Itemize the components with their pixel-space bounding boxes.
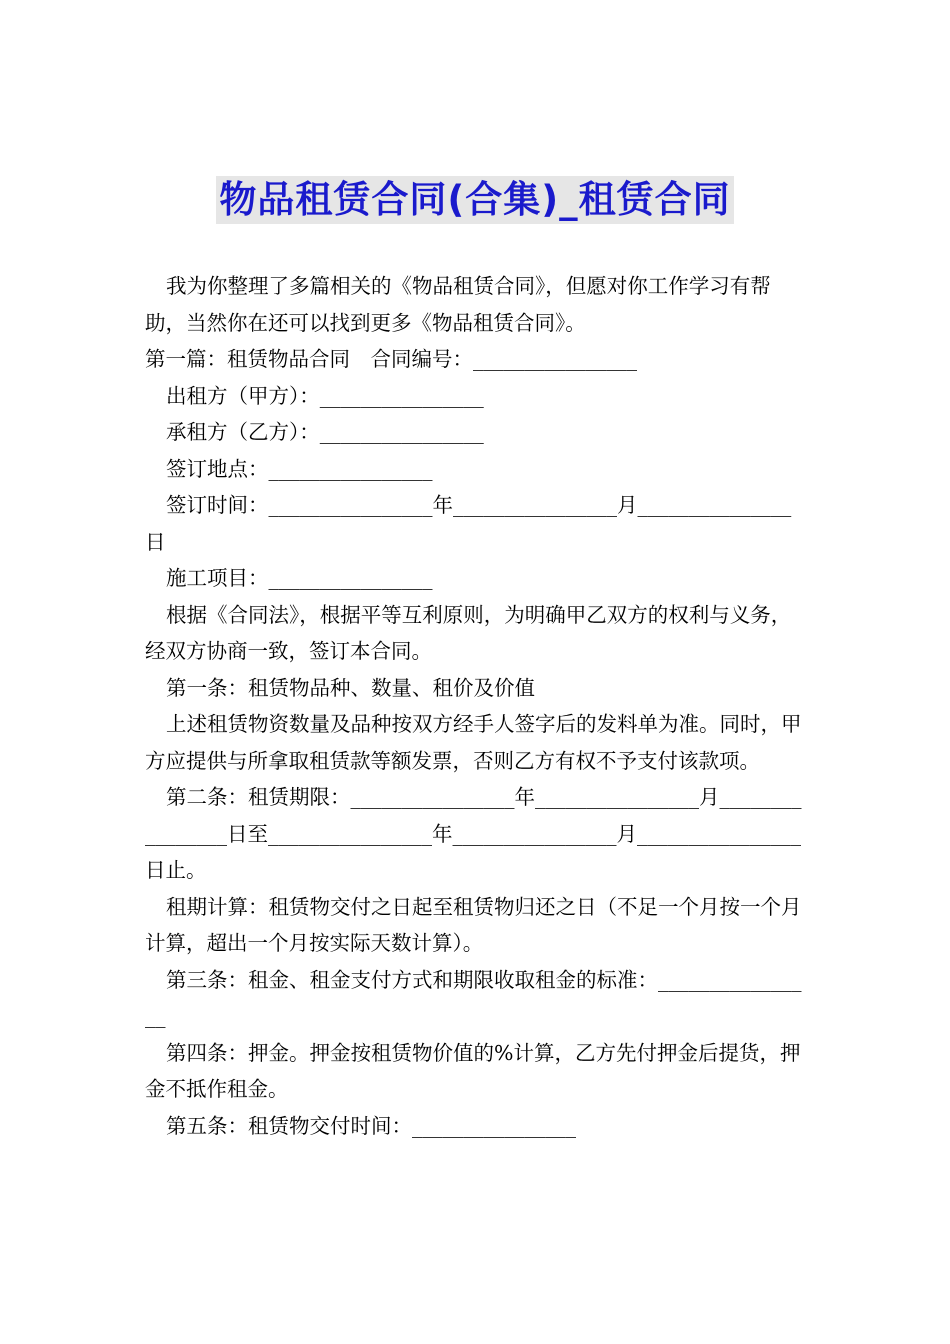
lessee-line: 承租方（乙方）：________________ <box>166 420 484 444</box>
signing-place-line: 签订地点：________________ <box>166 456 433 481</box>
project-line: 施工项目：________________ <box>166 566 433 590</box>
document-title: 物品租赁合同(合集)_租赁合同 <box>216 176 733 224</box>
title-container <box>0 176 950 224</box>
intro-paragraph: 我为你整理了多篇相关的《物品租赁合同》，但愿对你工作学习有帮助，当然你在还可以找到更多《物品租赁合同》。 <box>145 274 771 335</box>
article-5-delivery: 第五条：租赁物交付时间：________________ <box>166 1113 576 1138</box>
basis-paragraph: 根据《合同法》，根据平等互利原则，为明确甲乙双方的权利与义务，经双方协商一致，签订本合同。 <box>145 602 792 663</box>
article-4-deposit: 第四条：押金。押金按租赁物价值的%计算，乙方先付押金后提货，押金不抵作租金。 <box>145 1040 801 1101</box>
signing-time-line: 签订时间：________________年________________月_______________日 <box>145 493 792 554</box>
article-1-heading: 第一条：租赁物品种、数量、租价及价值 <box>166 675 535 700</box>
section-heading-first: 第一篇：租赁物品合同 合同编号：________________ <box>145 347 637 371</box>
document-body <box>145 268 807 1144</box>
article-2-term: 第二条：租赁期限：________________年________________月________________日至________________年________________月________________日止。 <box>145 785 802 882</box>
article-1-body: 上述租赁物资数量及品种按双方经手人签字后的发料单为准。同时，甲方应提供与所拿取租赁款等额发票，否则乙方有权不予支付该款项。 <box>145 712 802 773</box>
term-calculation: 租期计算：租赁物交付之日起至租赁物归还之日（不足一个月按一个月计算，超出一个月按实际天数计算）。 <box>145 894 802 955</box>
article-3-rent: 第三条：租金、租金支付方式和期限收取租金的标准：________________ <box>145 967 802 1028</box>
lessor-line: 出租方（甲方）：________________ <box>166 383 484 408</box>
